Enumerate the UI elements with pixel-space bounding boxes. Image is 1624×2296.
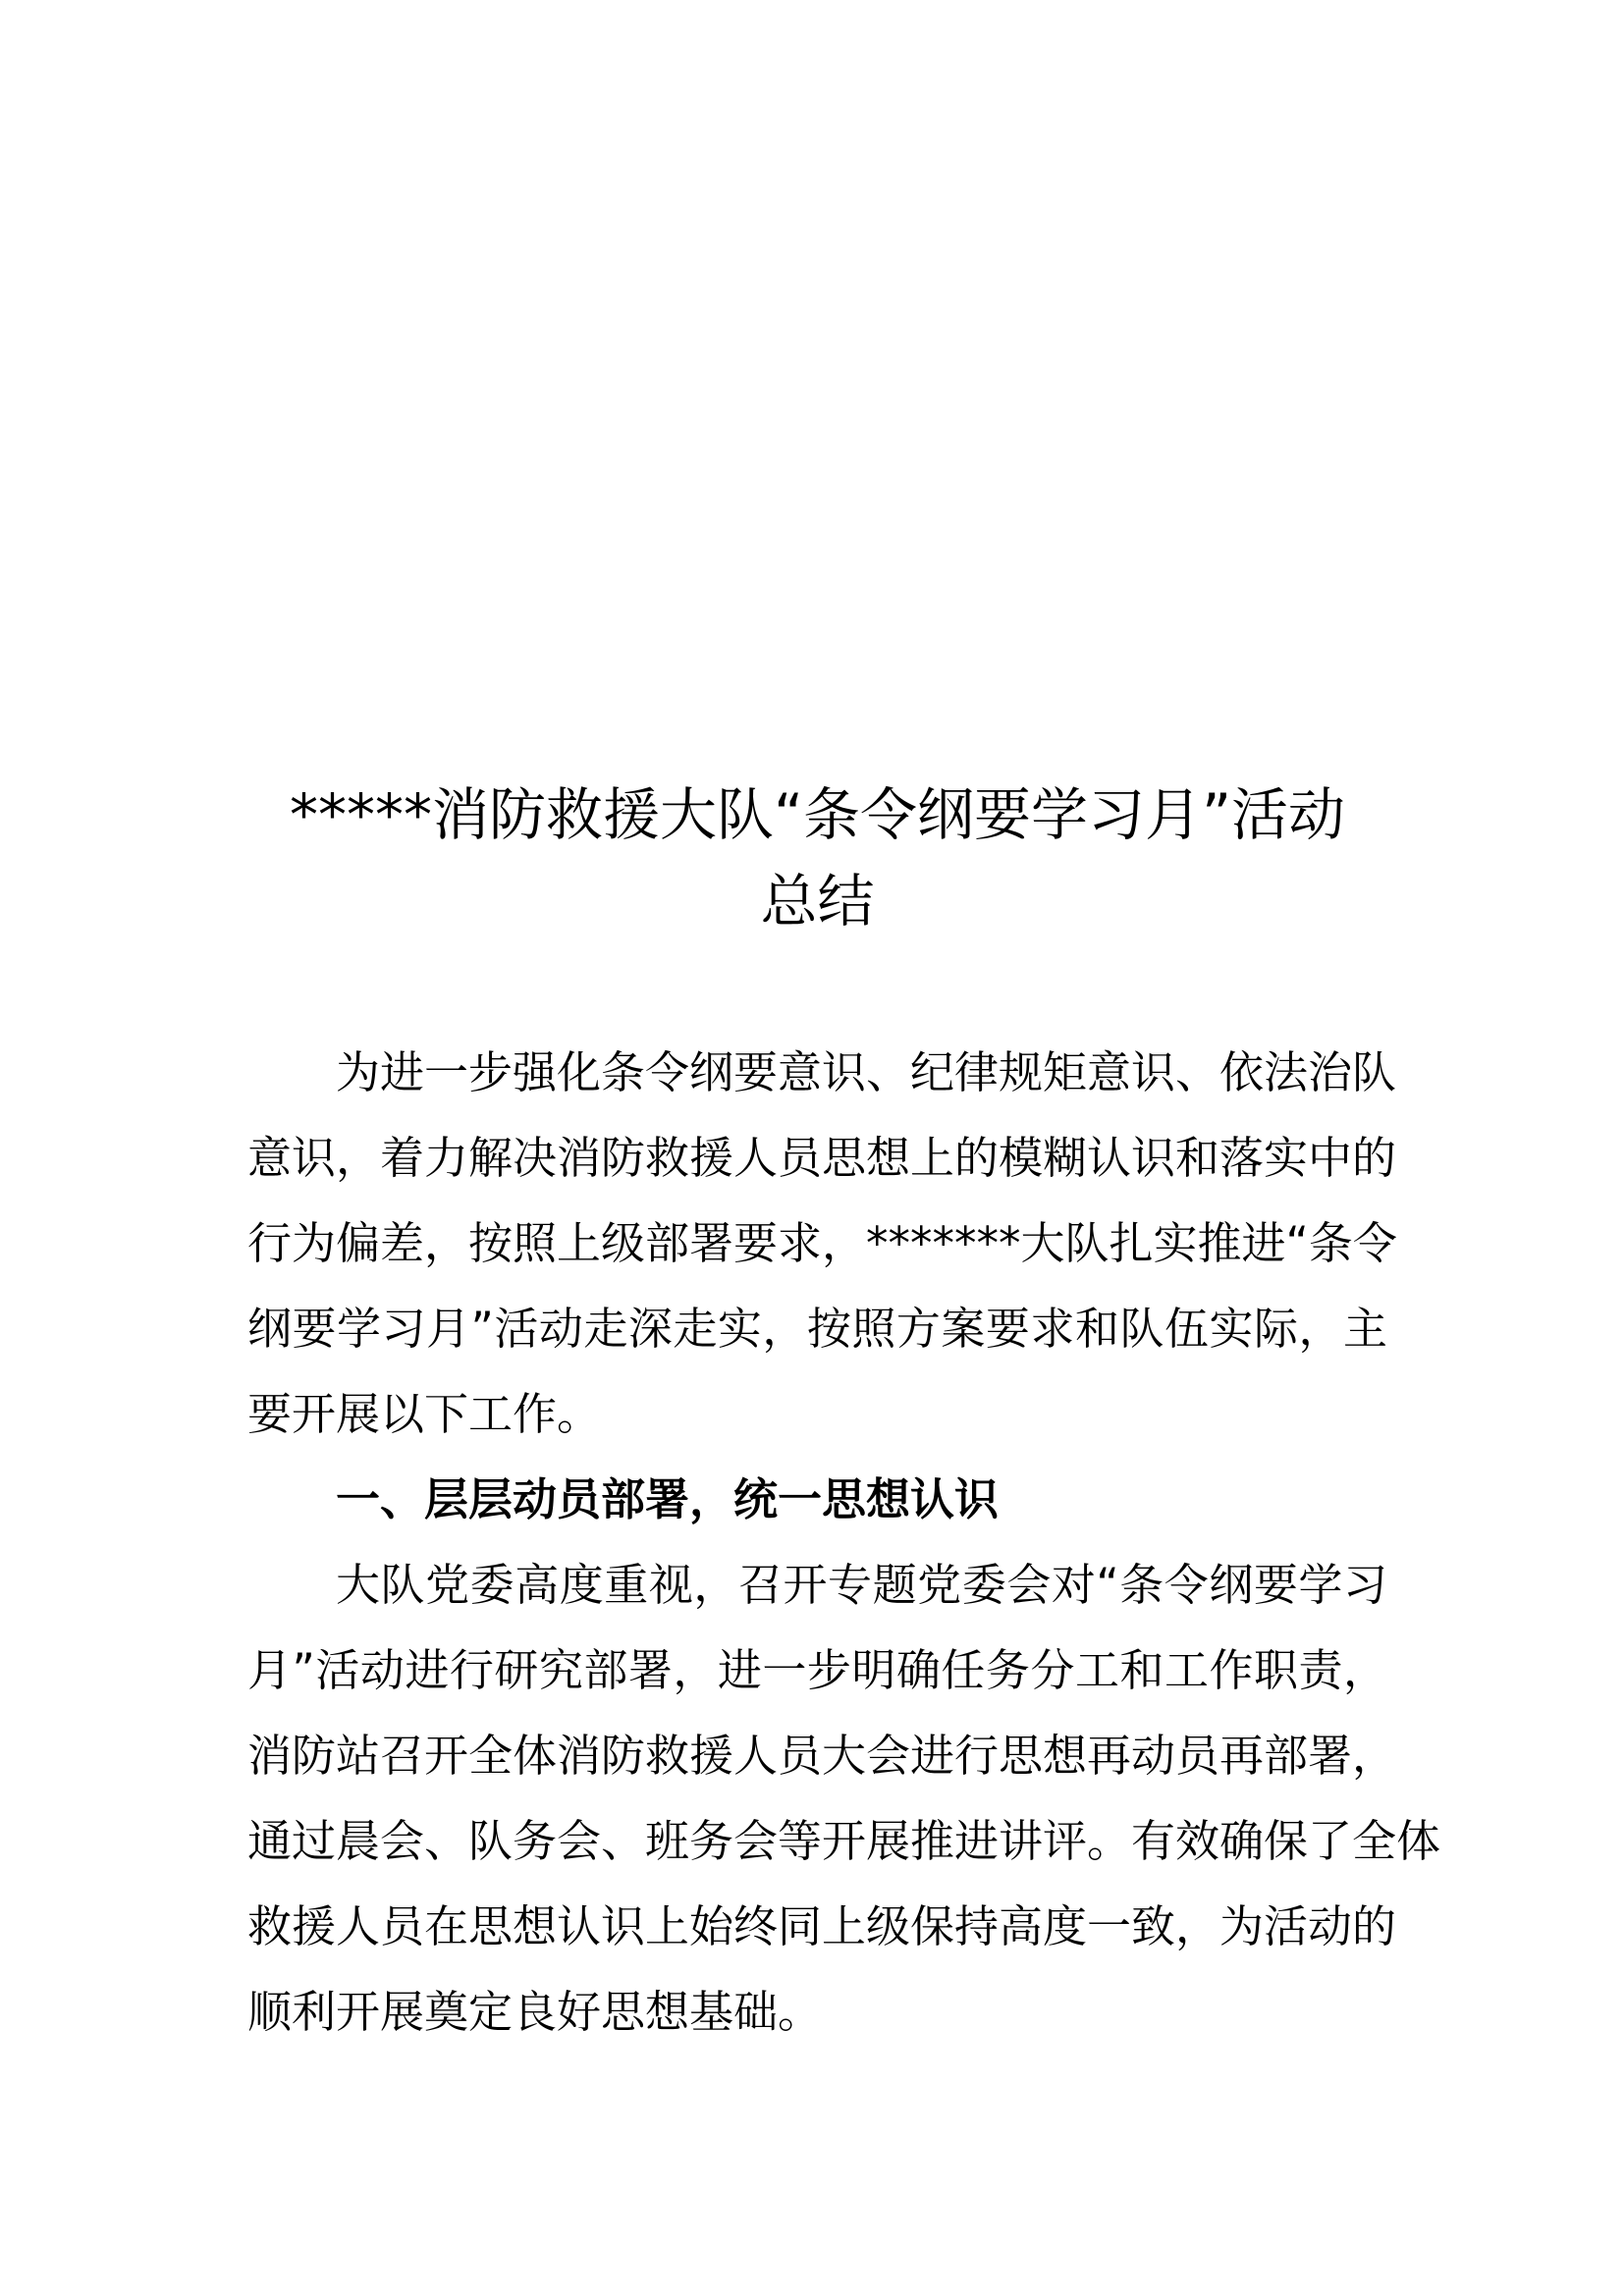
- paragraph-line: 消防站召开全体消防救援人员大会进行思想再动员再部署，: [247, 1730, 1397, 1782]
- paragraph-line: 行为偏差，按照上级部署要求，*******大队扎实推进“条令: [247, 1217, 1397, 1269]
- document-title-line-1: *****消防救援大队“条令纲要学习月”活动: [289, 781, 1346, 848]
- paragraph-line: 救援人员在思想认识上始终同上级保持高度一致，为活动的: [247, 1900, 1397, 1952]
- document-title-line-2: 总结: [760, 868, 875, 934]
- paragraph-line: 要开展以下工作。: [247, 1388, 602, 1440]
- section-heading: 一、层层动员部署，统一思想认识: [336, 1473, 1000, 1525]
- paragraph-line: 通过晨会、队务会、班务会等开展推进讲评。有效确保了全体: [247, 1815, 1441, 1867]
- paragraph-line: 顺利开展奠定良好思想基础。: [247, 1986, 823, 2038]
- paragraph-line: 意识，着力解决消防救援人员思想上的模糊认识和落实中的: [247, 1132, 1397, 1184]
- paragraph-line: 纲要学习月”活动走深走实，按照方案要求和队伍实际，主: [247, 1303, 1387, 1355]
- paragraph-line: 为进一步强化条令纲要意识、纪律规矩意识、依法治队: [336, 1046, 1397, 1098]
- paragraph-line: 大队党委高度重视，召开专题党委会对“条令纲要学习: [336, 1559, 1387, 1611]
- paragraph-line: 月”活动进行研究部署，进一步明确任务分工和工作职责，: [247, 1644, 1387, 1696]
